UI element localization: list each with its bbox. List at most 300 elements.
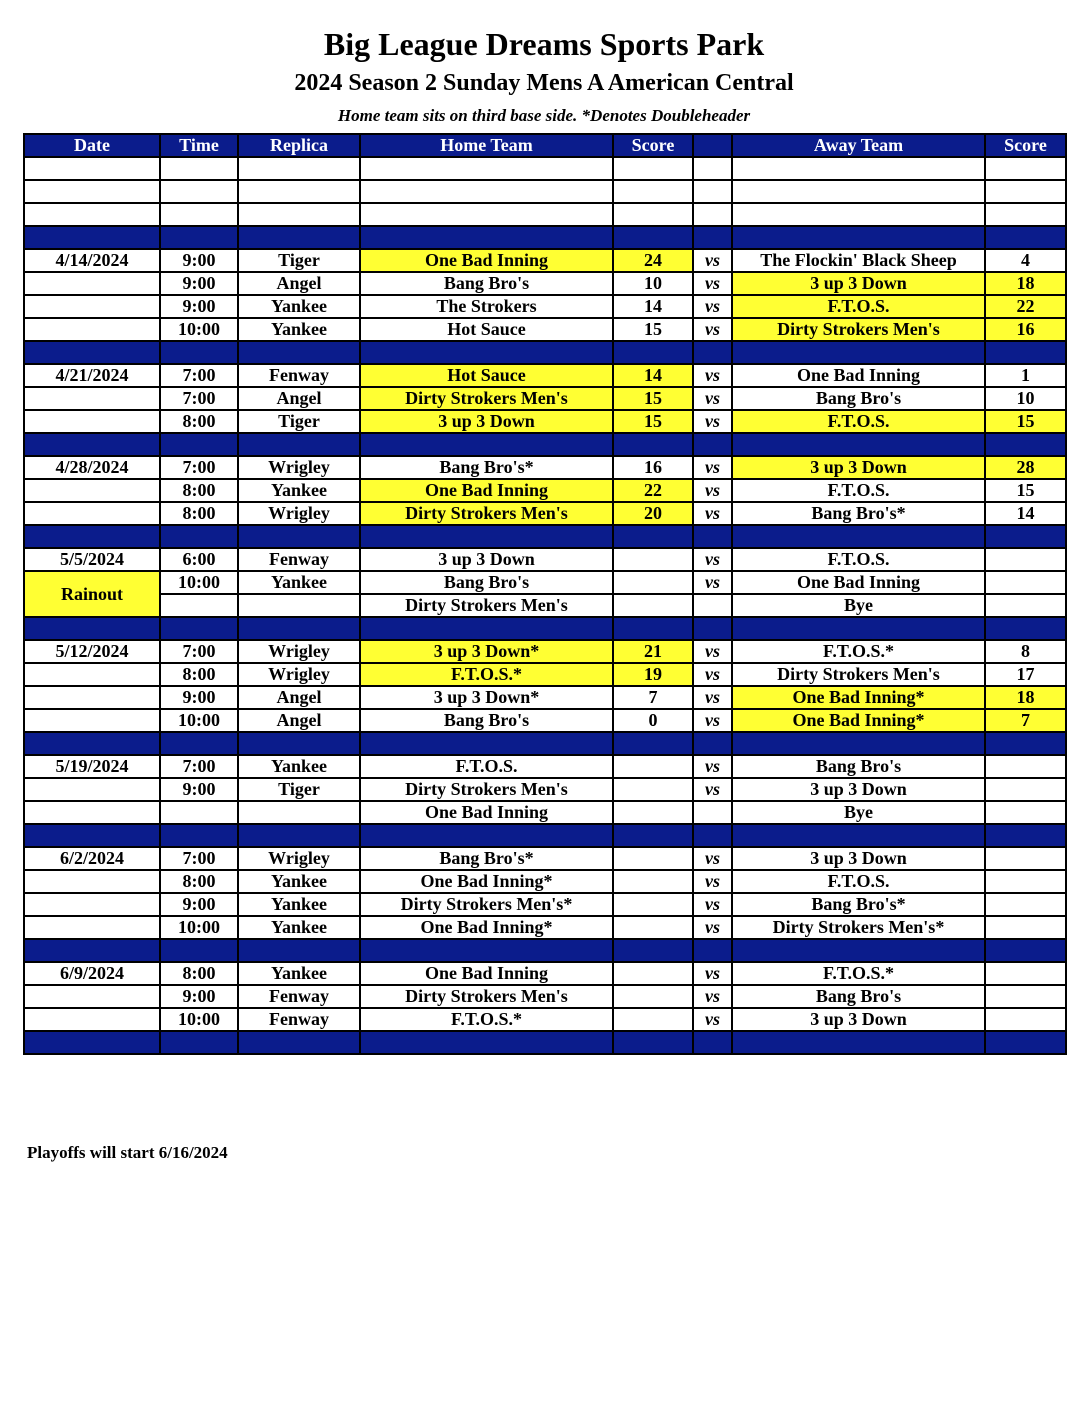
away-team-cell: One Bad Inning* <box>732 709 985 732</box>
week-separator-row <box>24 226 1066 249</box>
vs-cell: vs <box>693 985 732 1008</box>
separator-cell <box>238 824 360 847</box>
vs-cell: vs <box>693 387 732 410</box>
separator-cell <box>985 1031 1066 1054</box>
date-cell <box>24 985 160 1008</box>
week-separator-row <box>24 824 1066 847</box>
home-team-cell: Bang Bro's <box>360 272 613 295</box>
date-cell: 4/21/2024 <box>24 364 160 387</box>
col-header-vs <box>693 134 732 157</box>
table-row <box>24 985 1066 1008</box>
time-cell: 9:00 <box>160 686 238 709</box>
home-team-cell: Dirty Strokers Men's* <box>360 893 613 916</box>
date-cell <box>24 778 160 801</box>
home-score-cell <box>613 801 693 824</box>
separator-cell <box>985 939 1066 962</box>
separator-cell <box>613 824 693 847</box>
time-cell: 7:00 <box>160 456 238 479</box>
date-cell: 4/28/2024 <box>24 456 160 479</box>
away-team-cell: One Bad Inning* <box>732 686 985 709</box>
away-team-cell: Bang Bro's <box>732 755 985 778</box>
time-cell <box>160 801 238 824</box>
separator-cell <box>985 732 1066 755</box>
table-row <box>24 295 1066 318</box>
home-team-cell: Bang Bro's <box>360 571 613 594</box>
table-row <box>24 272 1066 295</box>
table-row <box>24 778 1066 801</box>
table-row <box>24 801 1066 824</box>
separator-cell <box>360 824 613 847</box>
replica-cell: Tiger <box>238 778 360 801</box>
home-team-cell: Dirty Strokers Men's <box>360 594 613 617</box>
vs-cell: vs <box>693 755 732 778</box>
vs-cell: vs <box>693 847 732 870</box>
home-team-cell: One Bad Inning <box>360 801 613 824</box>
separator-cell <box>160 732 238 755</box>
separator-cell <box>732 732 985 755</box>
away-team-cell: Bang Bro's* <box>732 893 985 916</box>
table-row <box>24 479 1066 502</box>
home-score-cell <box>613 1008 693 1031</box>
vs-cell: vs <box>693 893 732 916</box>
separator-cell <box>160 525 238 548</box>
home-team-cell: Hot Sauce <box>360 364 613 387</box>
time-cell: 6:00 <box>160 548 238 571</box>
away-team-cell: 3 up 3 Down <box>732 456 985 479</box>
separator-cell <box>693 732 732 755</box>
replica-cell: Yankee <box>238 295 360 318</box>
separator-cell <box>238 617 360 640</box>
blank-cell <box>160 203 238 226</box>
away-team-cell: F.T.O.S. <box>732 295 985 318</box>
table-row <box>24 962 1066 985</box>
separator-cell <box>360 1031 613 1054</box>
separator-cell <box>732 1031 985 1054</box>
table-row <box>24 249 1066 272</box>
week-separator-row <box>24 525 1066 548</box>
away-score-cell <box>985 778 1066 801</box>
date-cell <box>24 893 160 916</box>
home-score-cell: 0 <box>613 709 693 732</box>
separator-cell <box>693 824 732 847</box>
separator-cell <box>985 433 1066 456</box>
away-team-cell: F.T.O.S. <box>732 410 985 433</box>
home-score-cell: 15 <box>613 318 693 341</box>
date-cell <box>24 801 160 824</box>
date-cell <box>24 318 160 341</box>
replica-cell: Yankee <box>238 571 360 594</box>
separator-cell <box>24 732 160 755</box>
vs-cell: vs <box>693 778 732 801</box>
home-score-cell <box>613 778 693 801</box>
replica-cell: Tiger <box>238 249 360 272</box>
replica-cell: Yankee <box>238 916 360 939</box>
table-row <box>24 502 1066 525</box>
away-team-cell: F.T.O.S.* <box>732 640 985 663</box>
vs-cell: vs <box>693 502 732 525</box>
separator-cell <box>732 617 985 640</box>
replica-cell: Wrigley <box>238 456 360 479</box>
time-cell: 8:00 <box>160 962 238 985</box>
replica-cell: Angel <box>238 387 360 410</box>
home-score-cell: 15 <box>613 410 693 433</box>
blank-cell <box>613 203 693 226</box>
table-row <box>24 1008 1066 1031</box>
home-team-cell: Bang Bro's <box>360 709 613 732</box>
home-team-cell: One Bad Inning* <box>360 870 613 893</box>
separator-cell <box>160 1031 238 1054</box>
separator-cell <box>732 341 985 364</box>
separator-cell <box>613 525 693 548</box>
replica-cell: Angel <box>238 272 360 295</box>
separator-cell <box>360 341 613 364</box>
date-cell <box>24 410 160 433</box>
date-cell: 5/12/2024 <box>24 640 160 663</box>
time-cell: 9:00 <box>160 272 238 295</box>
home-score-cell: 7 <box>613 686 693 709</box>
home-score-cell <box>613 870 693 893</box>
separator-cell <box>24 939 160 962</box>
separator-cell <box>613 1031 693 1054</box>
week-separator-row <box>24 617 1066 640</box>
replica-cell: Fenway <box>238 364 360 387</box>
blank-cell <box>360 157 613 180</box>
separator-cell <box>24 617 160 640</box>
col-header-time: Time <box>160 134 238 157</box>
blank-cell <box>985 180 1066 203</box>
home-team-cell: 3 up 3 Down* <box>360 686 613 709</box>
home-score-cell: 14 <box>613 295 693 318</box>
home-team-cell: 3 up 3 Down <box>360 410 613 433</box>
blank-cell <box>360 180 613 203</box>
home-score-cell: 15 <box>613 387 693 410</box>
separator-cell <box>24 341 160 364</box>
table-row <box>24 893 1066 916</box>
home-team-cell: Bang Bro's* <box>360 847 613 870</box>
away-team-cell: Dirty Strokers Men's* <box>732 916 985 939</box>
time-cell: 10:00 <box>160 318 238 341</box>
away-score-cell <box>985 893 1066 916</box>
time-cell: 9:00 <box>160 985 238 1008</box>
home-score-cell <box>613 916 693 939</box>
separator-cell <box>985 226 1066 249</box>
home-team-cell: F.T.O.S.* <box>360 663 613 686</box>
date-cell <box>24 272 160 295</box>
time-cell: 7:00 <box>160 847 238 870</box>
vs-cell: vs <box>693 272 732 295</box>
separator-cell <box>238 433 360 456</box>
vs-cell: vs <box>693 548 732 571</box>
date-cell: Rainout <box>24 571 160 617</box>
home-score-cell <box>613 893 693 916</box>
separator-cell <box>160 617 238 640</box>
date-cell <box>24 502 160 525</box>
time-cell: 7:00 <box>160 640 238 663</box>
time-cell: 7:00 <box>160 364 238 387</box>
col-header-away-team: Away Team <box>732 134 985 157</box>
away-score-cell: 8 <box>985 640 1066 663</box>
table-row <box>24 456 1066 479</box>
separator-cell <box>160 824 238 847</box>
home-score-cell <box>613 847 693 870</box>
separator-cell <box>360 732 613 755</box>
separator-cell <box>613 617 693 640</box>
col-header-replica: Replica <box>238 134 360 157</box>
away-score-cell <box>985 962 1066 985</box>
vs-cell: vs <box>693 962 732 985</box>
blank-cell <box>24 157 160 180</box>
separator-cell <box>693 1031 732 1054</box>
home-score-cell: 10 <box>613 272 693 295</box>
away-score-cell: 1 <box>985 364 1066 387</box>
away-score-cell <box>985 870 1066 893</box>
away-team-cell: 3 up 3 Down <box>732 847 985 870</box>
separator-cell <box>360 433 613 456</box>
replica-cell: Yankee <box>238 870 360 893</box>
home-score-cell <box>613 571 693 594</box>
blank-cell <box>732 180 985 203</box>
vs-cell: vs <box>693 249 732 272</box>
separator-cell <box>985 525 1066 548</box>
separator-cell <box>24 433 160 456</box>
separator-cell <box>360 525 613 548</box>
separator-cell <box>160 433 238 456</box>
home-score-cell: 20 <box>613 502 693 525</box>
away-score-cell: 7 <box>985 709 1066 732</box>
date-cell <box>24 663 160 686</box>
replica-cell: Wrigley <box>238 663 360 686</box>
home-team-cell: Dirty Strokers Men's <box>360 502 613 525</box>
blank-cell <box>985 157 1066 180</box>
home-team-cell: F.T.O.S. <box>360 755 613 778</box>
separator-cell <box>613 226 693 249</box>
table-row <box>24 410 1066 433</box>
blank-cell <box>613 157 693 180</box>
away-score-cell <box>985 985 1066 1008</box>
table-row <box>24 594 1066 617</box>
col-header-home-team: Home Team <box>360 134 613 157</box>
replica-cell: Angel <box>238 686 360 709</box>
date-cell <box>24 387 160 410</box>
schedule-body <box>24 157 1066 1054</box>
replica-cell: Yankee <box>238 755 360 778</box>
away-team-cell: The Flockin' Black Sheep <box>732 249 985 272</box>
away-score-cell <box>985 847 1066 870</box>
date-cell: 6/9/2024 <box>24 962 160 985</box>
replica-cell <box>238 594 360 617</box>
col-header-date: Date <box>24 134 160 157</box>
vs-cell <box>693 801 732 824</box>
home-score-cell: 21 <box>613 640 693 663</box>
replica-cell: Fenway <box>238 548 360 571</box>
table-row <box>24 755 1066 778</box>
separator-cell <box>613 433 693 456</box>
away-team-cell: Bye <box>732 594 985 617</box>
home-score-cell: 19 <box>613 663 693 686</box>
away-score-cell: 22 <box>985 295 1066 318</box>
separator-cell <box>693 939 732 962</box>
home-team-cell: The Strokers <box>360 295 613 318</box>
separator-cell <box>238 341 360 364</box>
date-cell <box>24 479 160 502</box>
vs-cell <box>693 594 732 617</box>
home-team-cell: One Bad Inning <box>360 249 613 272</box>
time-cell: 9:00 <box>160 295 238 318</box>
blank-cell <box>160 157 238 180</box>
blank-cell <box>985 203 1066 226</box>
date-cell: 6/2/2024 <box>24 847 160 870</box>
vs-cell: vs <box>693 640 732 663</box>
week-separator-row <box>24 939 1066 962</box>
date-cell <box>24 916 160 939</box>
time-cell: 8:00 <box>160 663 238 686</box>
vs-cell: vs <box>693 295 732 318</box>
away-team-cell: One Bad Inning <box>732 364 985 387</box>
away-team-cell: F.T.O.S. <box>732 479 985 502</box>
separator-cell <box>693 433 732 456</box>
time-cell: 10:00 <box>160 571 238 594</box>
playoffs-note: Playoffs will start 6/16/2024 <box>27 1143 228 1162</box>
col-header-away-score: Score <box>985 134 1066 157</box>
away-team-cell: One Bad Inning <box>732 571 985 594</box>
home-team-cell: One Bad Inning <box>360 479 613 502</box>
time-cell: 9:00 <box>160 893 238 916</box>
home-team-cell: Bang Bro's* <box>360 456 613 479</box>
table-row <box>24 364 1066 387</box>
date-cell <box>24 686 160 709</box>
table-row <box>24 709 1066 732</box>
away-score-cell <box>985 571 1066 594</box>
away-score-cell: 14 <box>985 502 1066 525</box>
table-row <box>24 870 1066 893</box>
date-cell <box>24 295 160 318</box>
separator-cell <box>238 939 360 962</box>
blank-cell <box>693 180 732 203</box>
separator-cell <box>693 341 732 364</box>
home-team-cell: Hot Sauce <box>360 318 613 341</box>
home-score-cell <box>613 985 693 1008</box>
away-team-cell: F.T.O.S. <box>732 870 985 893</box>
vs-cell: vs <box>693 364 732 387</box>
separator-cell <box>693 226 732 249</box>
time-cell: 8:00 <box>160 479 238 502</box>
separator-cell <box>613 341 693 364</box>
time-cell: 10:00 <box>160 709 238 732</box>
date-cell <box>24 870 160 893</box>
time-cell: 9:00 <box>160 778 238 801</box>
away-score-cell <box>985 548 1066 571</box>
vs-cell: vs <box>693 709 732 732</box>
week-separator-row <box>24 433 1066 456</box>
away-team-cell: Bang Bro's <box>732 387 985 410</box>
home-team-cell: 3 up 3 Down <box>360 548 613 571</box>
away-team-cell: Dirty Strokers Men's <box>732 318 985 341</box>
home-score-cell <box>613 755 693 778</box>
time-cell: 8:00 <box>160 502 238 525</box>
separator-cell <box>693 617 732 640</box>
blank-cell <box>732 157 985 180</box>
away-score-cell <box>985 801 1066 824</box>
replica-cell: Wrigley <box>238 847 360 870</box>
separator-cell <box>985 617 1066 640</box>
replica-cell: Angel <box>238 709 360 732</box>
separator-cell <box>24 824 160 847</box>
vs-cell: vs <box>693 571 732 594</box>
table-row <box>24 571 1066 594</box>
replica-cell <box>238 801 360 824</box>
separator-cell <box>613 732 693 755</box>
table-row <box>24 387 1066 410</box>
blank-cell <box>24 203 160 226</box>
separator-cell <box>238 1031 360 1054</box>
home-team-cell: One Bad Inning <box>360 962 613 985</box>
date-cell: 4/14/2024 <box>24 249 160 272</box>
header-note: Home team sits on third base side. *Denotes Doubleheader <box>337 106 751 125</box>
table-row <box>24 847 1066 870</box>
time-cell: 7:00 <box>160 387 238 410</box>
home-score-cell <box>613 594 693 617</box>
home-team-cell: Dirty Strokers Men's <box>360 778 613 801</box>
away-score-cell: 4 <box>985 249 1066 272</box>
replica-cell: Tiger <box>238 410 360 433</box>
separator-cell <box>360 939 613 962</box>
table-row <box>24 548 1066 571</box>
away-team-cell: Bang Bro's <box>732 985 985 1008</box>
blank-cell <box>693 203 732 226</box>
away-score-cell <box>985 1008 1066 1031</box>
separator-cell <box>238 226 360 249</box>
away-team-cell: 3 up 3 Down <box>732 1008 985 1031</box>
away-score-cell <box>985 916 1066 939</box>
table-row <box>24 916 1066 939</box>
page-subtitle: 2024 Season 2 Sunday Mens A American Central <box>294 70 794 96</box>
vs-cell: vs <box>693 318 732 341</box>
home-team-cell: Dirty Strokers Men's <box>360 985 613 1008</box>
date-cell: 5/5/2024 <box>24 548 160 571</box>
table-row <box>24 663 1066 686</box>
separator-cell <box>238 732 360 755</box>
table-row <box>24 318 1066 341</box>
separator-cell <box>732 525 985 548</box>
replica-cell: Yankee <box>238 962 360 985</box>
home-score-cell: 14 <box>613 364 693 387</box>
time-cell: 10:00 <box>160 916 238 939</box>
table-header-row <box>24 134 1066 157</box>
blank-row <box>24 157 1066 180</box>
replica-cell: Wrigley <box>238 640 360 663</box>
away-score-cell <box>985 594 1066 617</box>
col-header-home-score: Score <box>613 134 693 157</box>
time-cell: 10:00 <box>160 1008 238 1031</box>
table-row <box>24 686 1066 709</box>
blank-cell <box>613 180 693 203</box>
separator-cell <box>693 525 732 548</box>
replica-cell: Yankee <box>238 479 360 502</box>
away-team-cell: 3 up 3 Down <box>732 778 985 801</box>
separator-cell <box>613 939 693 962</box>
away-score-cell: 28 <box>985 456 1066 479</box>
separator-cell <box>238 525 360 548</box>
blank-cell <box>693 157 732 180</box>
separator-cell <box>160 939 238 962</box>
home-team-cell: Dirty Strokers Men's <box>360 387 613 410</box>
separator-cell <box>732 226 985 249</box>
blank-cell <box>238 157 360 180</box>
home-score-cell: 24 <box>613 249 693 272</box>
vs-cell: vs <box>693 1008 732 1031</box>
away-score-cell: 10 <box>985 387 1066 410</box>
page-title: Big League Dreams Sports Park <box>323 26 765 62</box>
